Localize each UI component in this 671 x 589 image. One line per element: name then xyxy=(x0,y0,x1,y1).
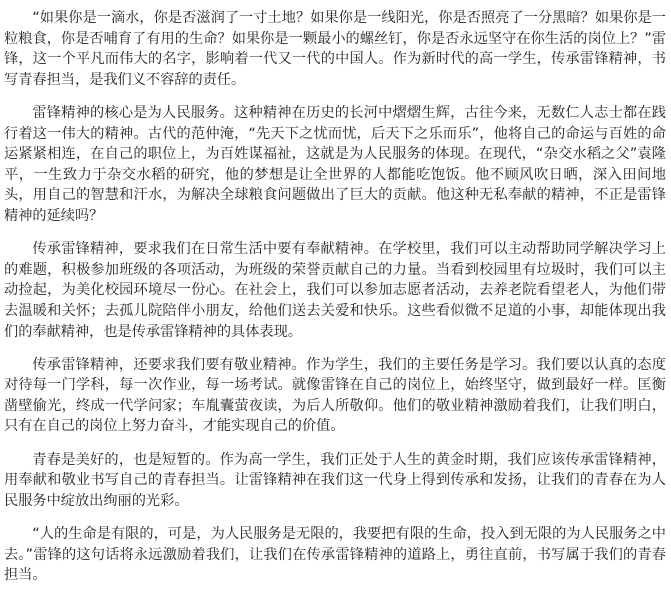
essay-body xyxy=(4,8,666,586)
essay-paragraph-6: “人的生命是有限的，可是，为人民服务是无限的，我要把有限的生命，投入到无限的为人民服务之中去。”雷锋的这句话将永远激励着我们，让我们在传承雷锋精神的道路上，勇往直前，书写属于我们的青春担当。 xyxy=(4,526,666,584)
essay-paragraph-2: 雷锋精神的核心是为人民服务。这种精神在历史的长河中熠熠生辉，古往今来，无数仁人志士都在践行着这一伟大的精神。古代的范仲淹，“先天下之忧而忧，后天下之乐而乐”，他将自己的命运与百姓的命运紧紧相连，在自己的职位上，为百姓谋福祉，这就是为人民服务的体现。在现代，“杂交水稻之父”袁隆平，一生致力于杂交水稻的研究，他的梦想是让全世界的人都能吃饱饭。他不顾风吹日晒，深入田间地头，用自己的智慧和汗水，为解决全球粮食问题做出了巨大的贡献。他这种无私奉献的精神，不正是雷锋精神的延续吗？ xyxy=(4,104,666,224)
essay-paragraph-3: 传承雷锋精神，要求我们在日常生活中要有奉献精神。在学校里，我们可以主动帮助同学解决学习上的难题，积极参加班级的各项活动，为班级的荣誉贡献自己的力量。当看到校园里有垃圾时，我们可以主动捡起，为美化校园环境尽一份心。在社会上，我们可以参加志愿者活动，去养老院看望老人，为他们带去温暖和关怀；去孤儿院陪伴小朋友，给他们送去关爱和快乐。这些看似微不足道的小事，却能体现出我们的奉献精神，也是传承雷锋精神的具体表现。 xyxy=(4,241,666,340)
essay-paragraph-5: 青春是美好的，也是短暂的。作为高一学生，我们正处于人生的黄金时期，我们应该传承雷锋精神，用奉献和敬业书写自己的青春担当。让雷锋精神在我们这一代身上得到传承和发扬，让我们的青春在为人民服务中绽放出绚丽的光彩。 xyxy=(4,451,666,509)
essay-paragraph-1: “如果你是一滴水，你是否滋润了一寸土地？如果你是一线阳光，你是否照亮了一分黑暗？如果你是一粒粮食，你是否哺育了有用的生命？如果你是一颗最小的螺丝钉，你是否永远坚守在你生活的岗位上？”雷锋，这一个平凡而伟大的名字，影响着一代又一代的中国人。作为新时代的高一学生，传承雷锋精神，书写青春担当，是我们义不容辞的责任。 xyxy=(4,10,666,88)
essay-paragraph-4: 传承雷锋精神，还要求我们要有敬业精神。作为学生，我们的主要任务是学习。我们要以认真的态度对待每一门学科，每一次作业，每一场考试。就像雷锋在自己的岗位上，始终坚守，做到最好一样。匡衡凿壁偷光，终成一代学问家；车胤囊萤夜读，为后人所敬仰。他们的敬业精神激励着我们，让我们明白，只有在自己的岗位上努力奋斗，才能实现自己的价值。 xyxy=(4,356,666,435)
